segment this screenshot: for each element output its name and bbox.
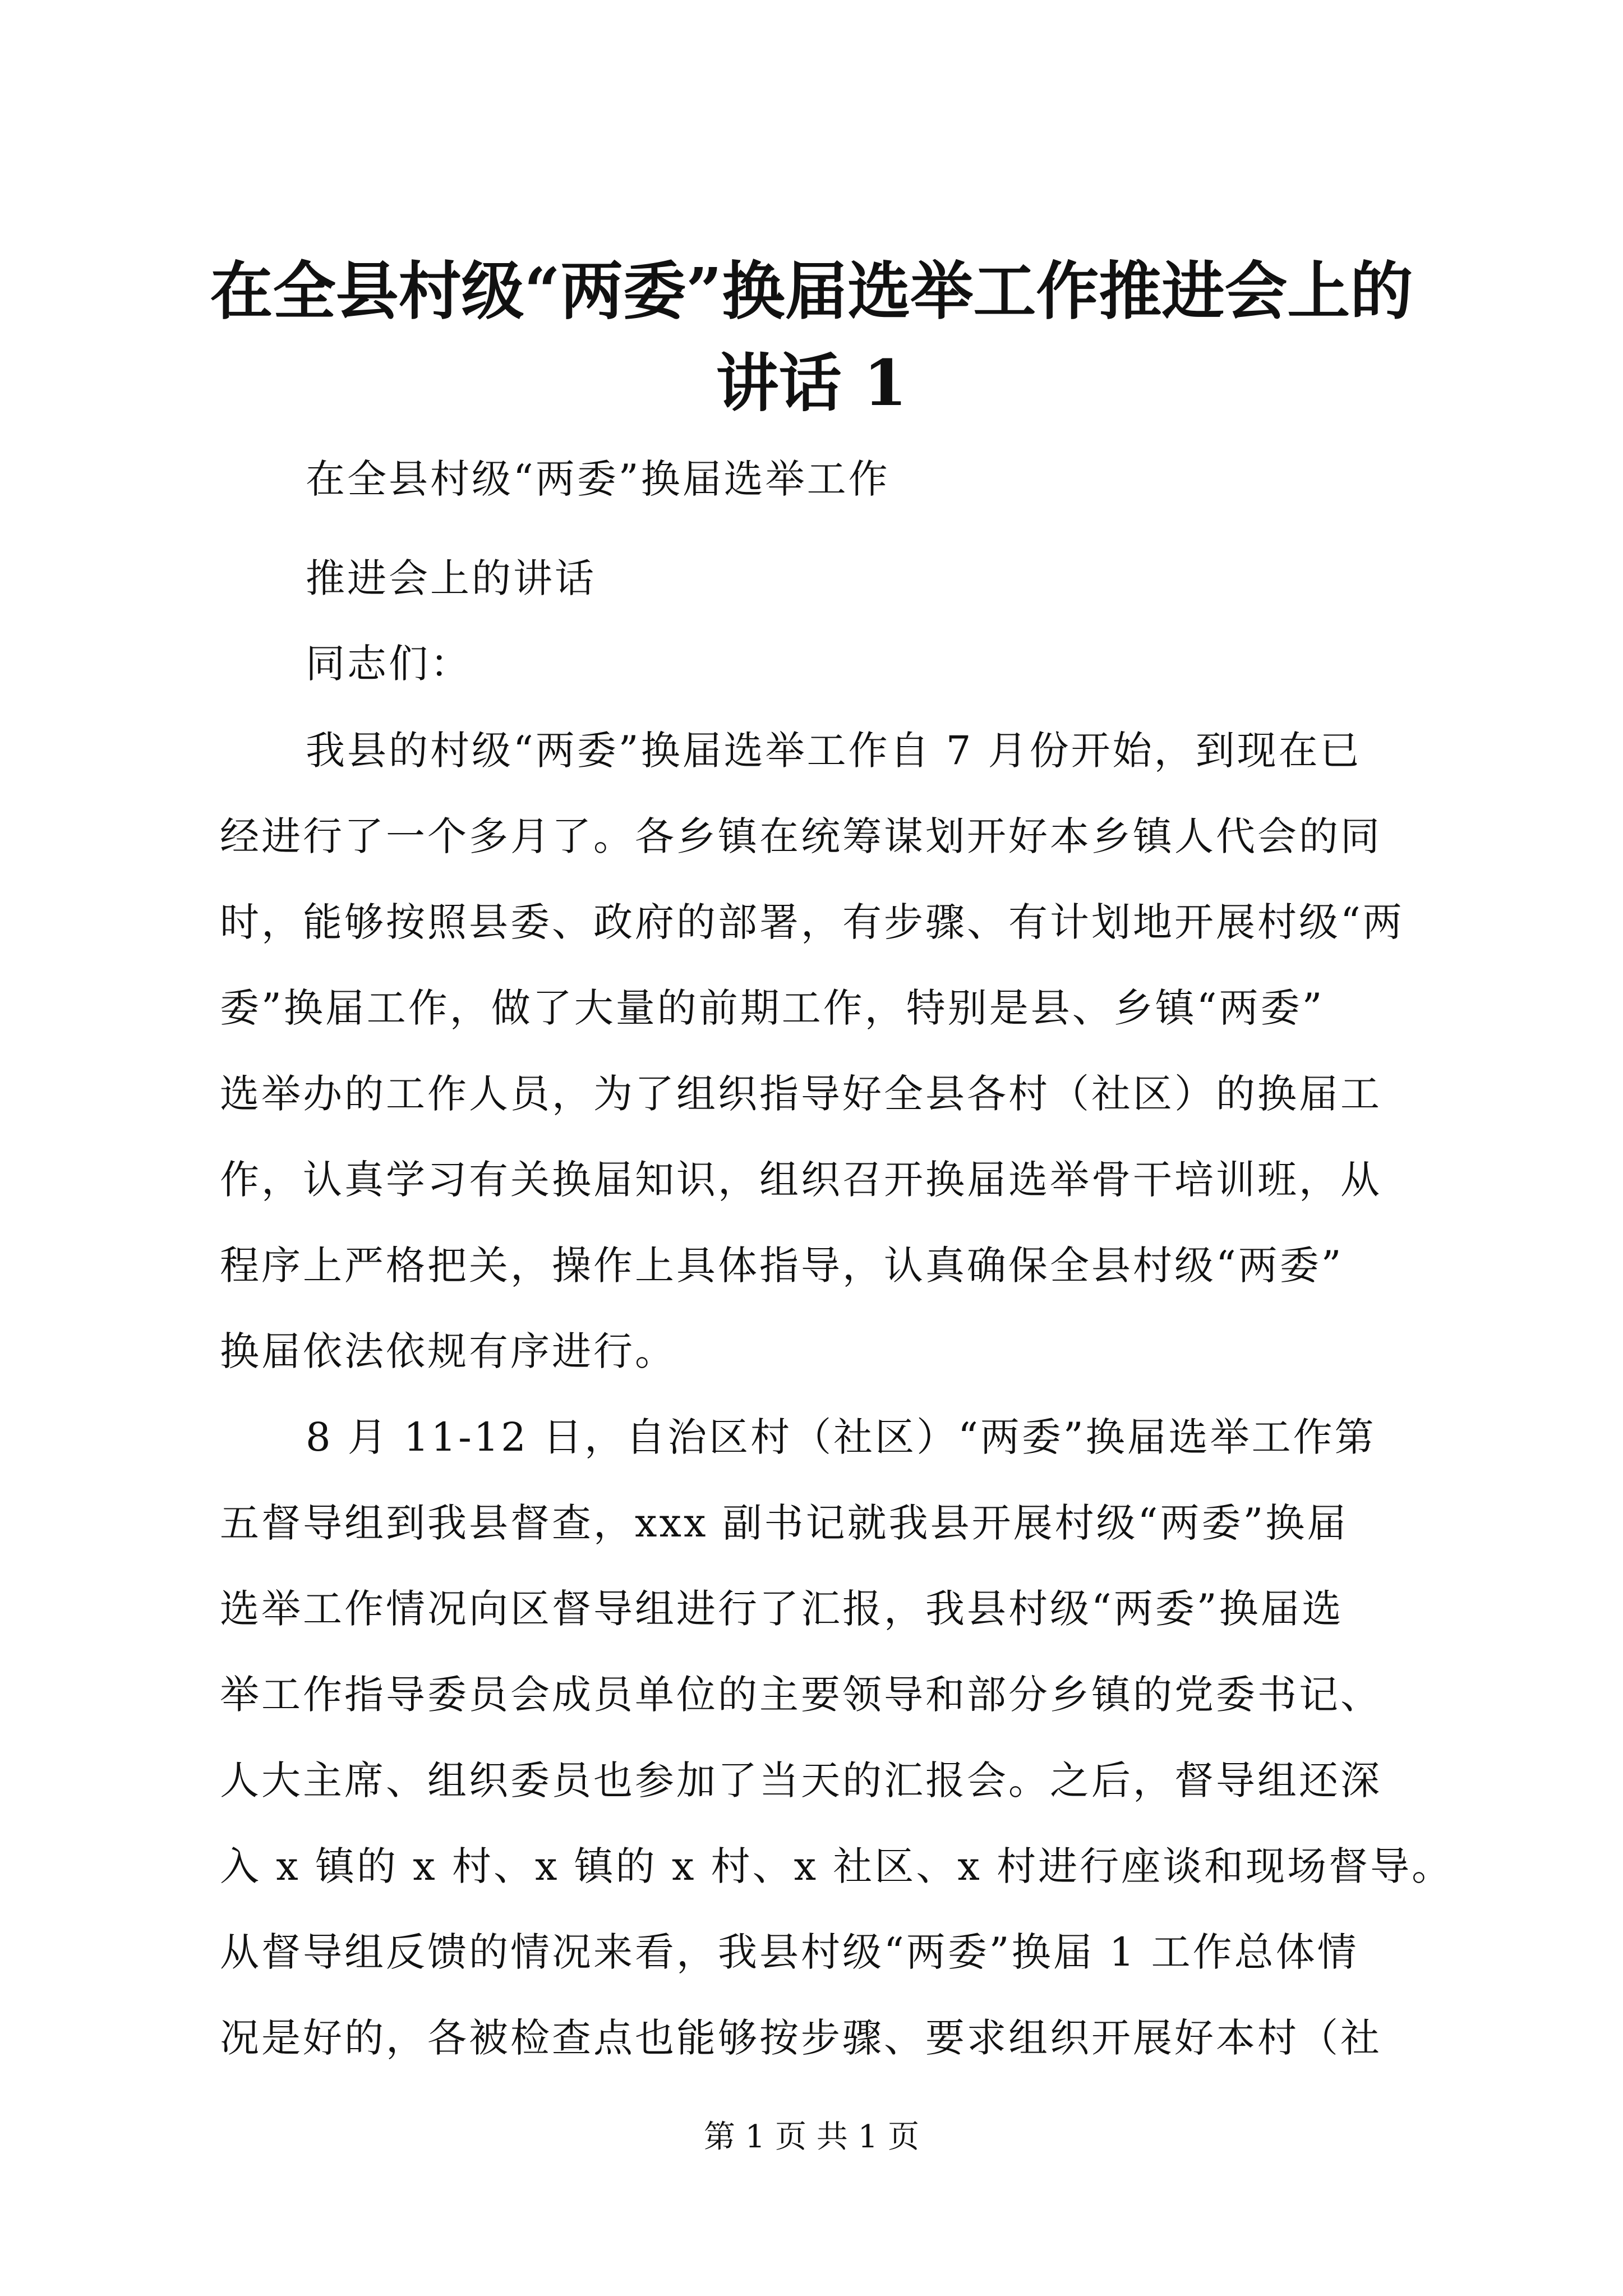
document-title (168, 246, 1455, 430)
paragraph-1-line: 我县的村级“两委”换届选举工作自 7 月份开始，到现在已 (306, 728, 1362, 774)
paragraph-2-line: 从督导组反馈的情况来看，我县村级“两委”换届 1 工作总体情 (220, 1929, 1359, 1975)
salutation: 同志们： (306, 641, 472, 687)
paragraph-2-line: 举工作指导委员会成员单位的主要领导和部分乡镇的党委书记、 (220, 1672, 1382, 1718)
paragraph-1-line: 时，能够按照县委、政府的部署，有步骤、有计划地开展村级“两 (220, 899, 1404, 945)
paragraph-2-line: 况是好的，各被检查点也能够按步骤、要求组织开展好本村（社 (220, 2015, 1382, 2061)
title-line-2: 讲话 1 (716, 347, 907, 420)
paragraph-2-line: 五督导组到我县督查，xxx 副书记就我县开展村级“两委”换届 (220, 1500, 1349, 1546)
paragraph-2-line: 入 x 镇的 x 村、x 镇的 x 村、x 社区、x 村进行座谈和现场督导。 (220, 1843, 1454, 1889)
paragraph-2-line: 8 月 11-12 日，自治区村（社区）“两委”换届选举工作第 (306, 1414, 1376, 1460)
title-line-1: 在全县村级“两委”换届选举工作推进会上的 (210, 255, 1413, 328)
paragraph-1-line: 委”换届工作，做了大量的前期工作，特别是县、乡镇“两委” (220, 985, 1325, 1031)
page-footer: 第 1 页 共 1 页 (703, 2119, 920, 2155)
paragraph-1-line: 选举办的工作人员，为了组织指导好全县各村（社区）的换届工 (220, 1071, 1382, 1117)
paragraph-2-line: 选举工作情况向区督导组进行了汇报，我县村级“两委”换届选 (220, 1586, 1344, 1632)
subtitle-line-1: 在全县村级“两委”换届选举工作 (306, 456, 890, 502)
paragraph-1-line: 作，认真学习有关换届知识，组织召开换届选举骨干培训班，从 (220, 1157, 1382, 1203)
paragraph-1-line: 换届依法依规有序进行。 (220, 1328, 676, 1374)
paragraph-1-line: 经进行了一个多月了。各乡镇在统筹谋划开好本乡镇人代会的同 (220, 813, 1382, 859)
subtitle-line-2: 推进会上的讲话 (306, 555, 596, 601)
paragraph-1-line: 程序上严格把关，操作上具体指导，认真确保全县村级“两委” (220, 1243, 1344, 1289)
paragraph-2-line: 人大主席、组织委员也参加了当天的汇报会。之后，督导组还深 (220, 1757, 1382, 1803)
